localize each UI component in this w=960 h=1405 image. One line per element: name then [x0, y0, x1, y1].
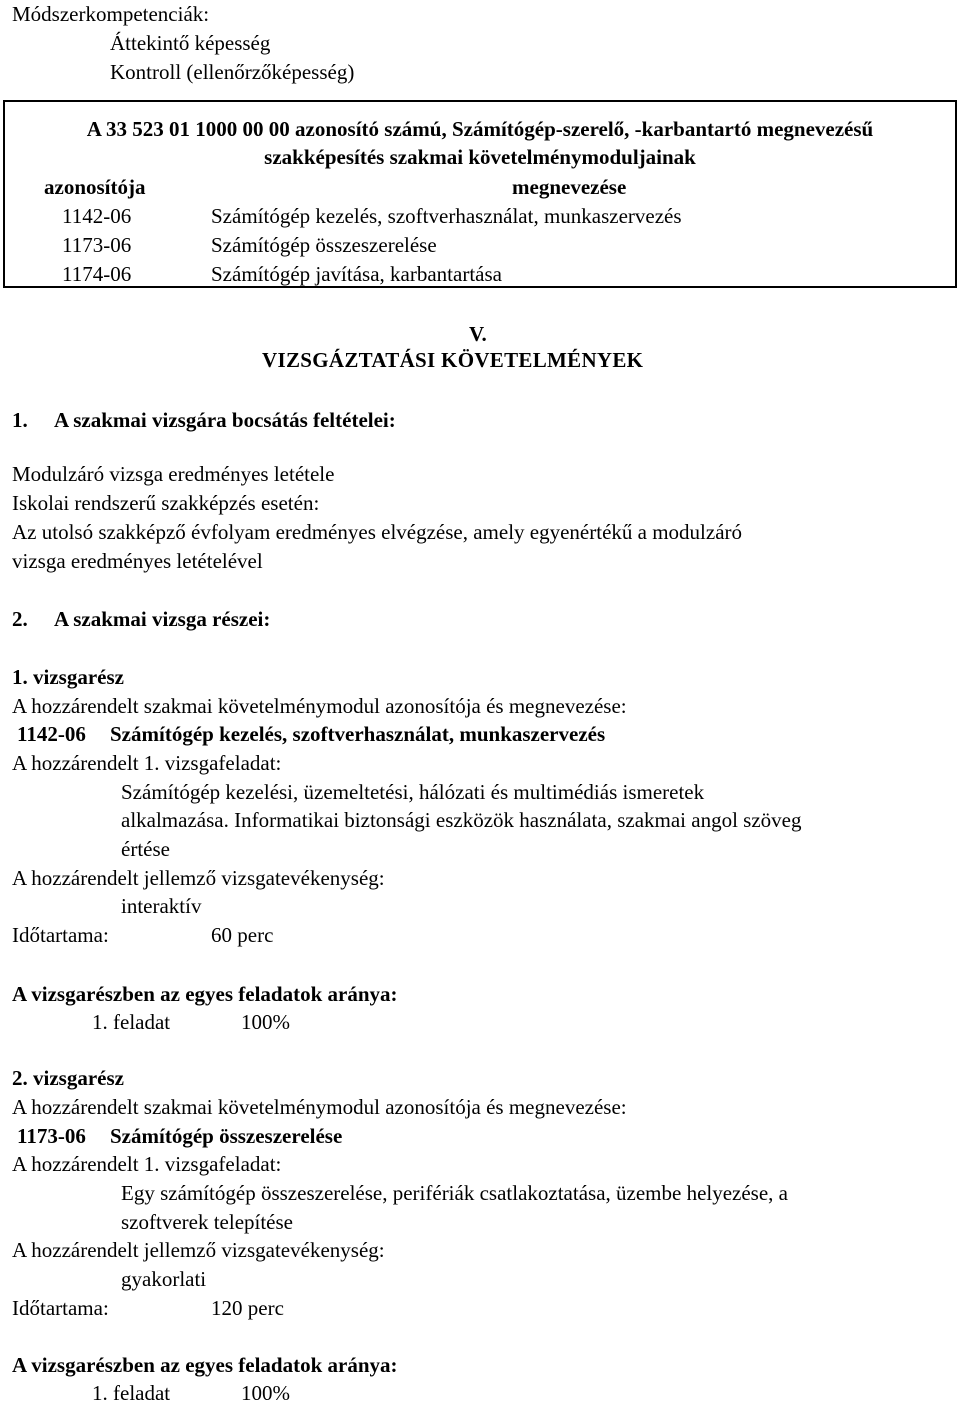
- section-title: A szakmai vizsga részei:: [54, 607, 271, 631]
- module-table-title-cont: szakképesítés szakmai követelménymoduljainak: [264, 145, 696, 169]
- module-id-cell: 1174-06: [62, 262, 132, 286]
- exam-part-title: 1. vizsgarész: [12, 665, 124, 689]
- body-line: Iskolai rendszerű szakképzés esetén:: [12, 491, 320, 515]
- section-number: 2.: [12, 607, 28, 631]
- module-label: A hozzárendelt szakmai követelménymodul azonosítója és megnevezése:: [12, 694, 627, 718]
- chapter-title: VIZSGÁZTATÁSI KÖVETELMÉNYEK: [262, 348, 644, 372]
- ratio-label: A vizsgarészben az egyes feladatok aránya:: [12, 1353, 398, 1377]
- module-id: 1142-06: [17, 722, 86, 746]
- activity-value: interaktív: [121, 894, 202, 918]
- duration-value: 120 perc: [211, 1296, 284, 1320]
- ratio-value: 100%: [241, 1010, 290, 1034]
- duration-label: Időtartama:: [12, 923, 109, 947]
- competency-item: Áttekintő képesség: [110, 31, 271, 55]
- body-line: Modulzáró vizsga eredményes letétele: [12, 462, 335, 486]
- activity-value: gyakorlati: [121, 1267, 207, 1291]
- body-line: Az utolsó szakképző évfolyam eredményes elvégzése, amely egyenértékű a modulzáró: [12, 520, 743, 544]
- chapter-number: V.: [469, 322, 487, 346]
- competency-item: Kontroll (ellenőrzőképesség): [110, 60, 355, 84]
- column-header-id: azonosítója: [44, 175, 146, 199]
- module-name-cell: Számítógép kezelés, szoftverhasználat, munkaszervezés: [211, 204, 682, 228]
- module-name: Számítógép összeszerelése: [110, 1124, 343, 1148]
- ratio-label: A vizsgarészben az egyes feladatok aránya:: [12, 982, 398, 1006]
- task-description-line: alkalmazása. Informatikai biztonsági eszközök használata, szakmai angol szöveg: [121, 808, 802, 832]
- duration-value: 60 perc: [211, 923, 274, 947]
- module-id-cell: 1173-06: [62, 233, 132, 257]
- module-table-title: A 33 523 01 1000 00 00 azonosító számú, Számítógép-szerelő, -karbantartó megnevezésű: [86, 117, 874, 141]
- module-name-cell: Számítógép javítása, karbantartása: [211, 262, 502, 286]
- activity-label: A hozzárendelt jellemző vizsgatevékenység:: [12, 1238, 385, 1262]
- task-label: A hozzárendelt 1. vizsgafeladat:: [12, 751, 282, 775]
- column-header-name: megnevezése: [512, 175, 627, 199]
- section-number: 1.: [12, 408, 28, 432]
- module-name-cell: Számítógép összeszerelése: [211, 233, 437, 257]
- task-description-line: Egy számítógép összeszerelése, perifériák csatlakoztatása, üzembe helyezése, a: [121, 1181, 788, 1205]
- section-title: A szakmai vizsgára bocsátás feltételei:: [54, 408, 396, 432]
- module-id-cell: 1142-06: [62, 204, 132, 228]
- ratio-task: 1. feladat: [92, 1381, 171, 1405]
- task-description-line: értése: [121, 837, 170, 861]
- exam-part-title: 2. vizsgarész: [12, 1066, 124, 1090]
- task-label: A hozzárendelt 1. vizsgafeladat:: [12, 1152, 282, 1176]
- body-line: vizsga eredményes letételével: [12, 549, 263, 573]
- ratio-value: 100%: [241, 1381, 290, 1405]
- module-id: 1173-06: [17, 1124, 86, 1148]
- module-name: Számítógép kezelés, szoftverhasználat, munkaszervezés: [110, 722, 606, 746]
- module-label: A hozzárendelt szakmai követelménymodul azonosítója és megnevezése:: [12, 1095, 627, 1119]
- task-description-line: Számítógép kezelési, üzemeltetési, hálózati és multimédiás ismeretek: [121, 780, 705, 804]
- activity-label: A hozzárendelt jellemző vizsgatevékenység:: [12, 866, 385, 890]
- ratio-task: 1. feladat: [92, 1010, 171, 1034]
- duration-label: Időtartama:: [12, 1296, 109, 1320]
- task-description-line: szoftverek telepítése: [121, 1210, 293, 1234]
- competencies-heading: Módszerkompetenciák:: [12, 2, 210, 26]
